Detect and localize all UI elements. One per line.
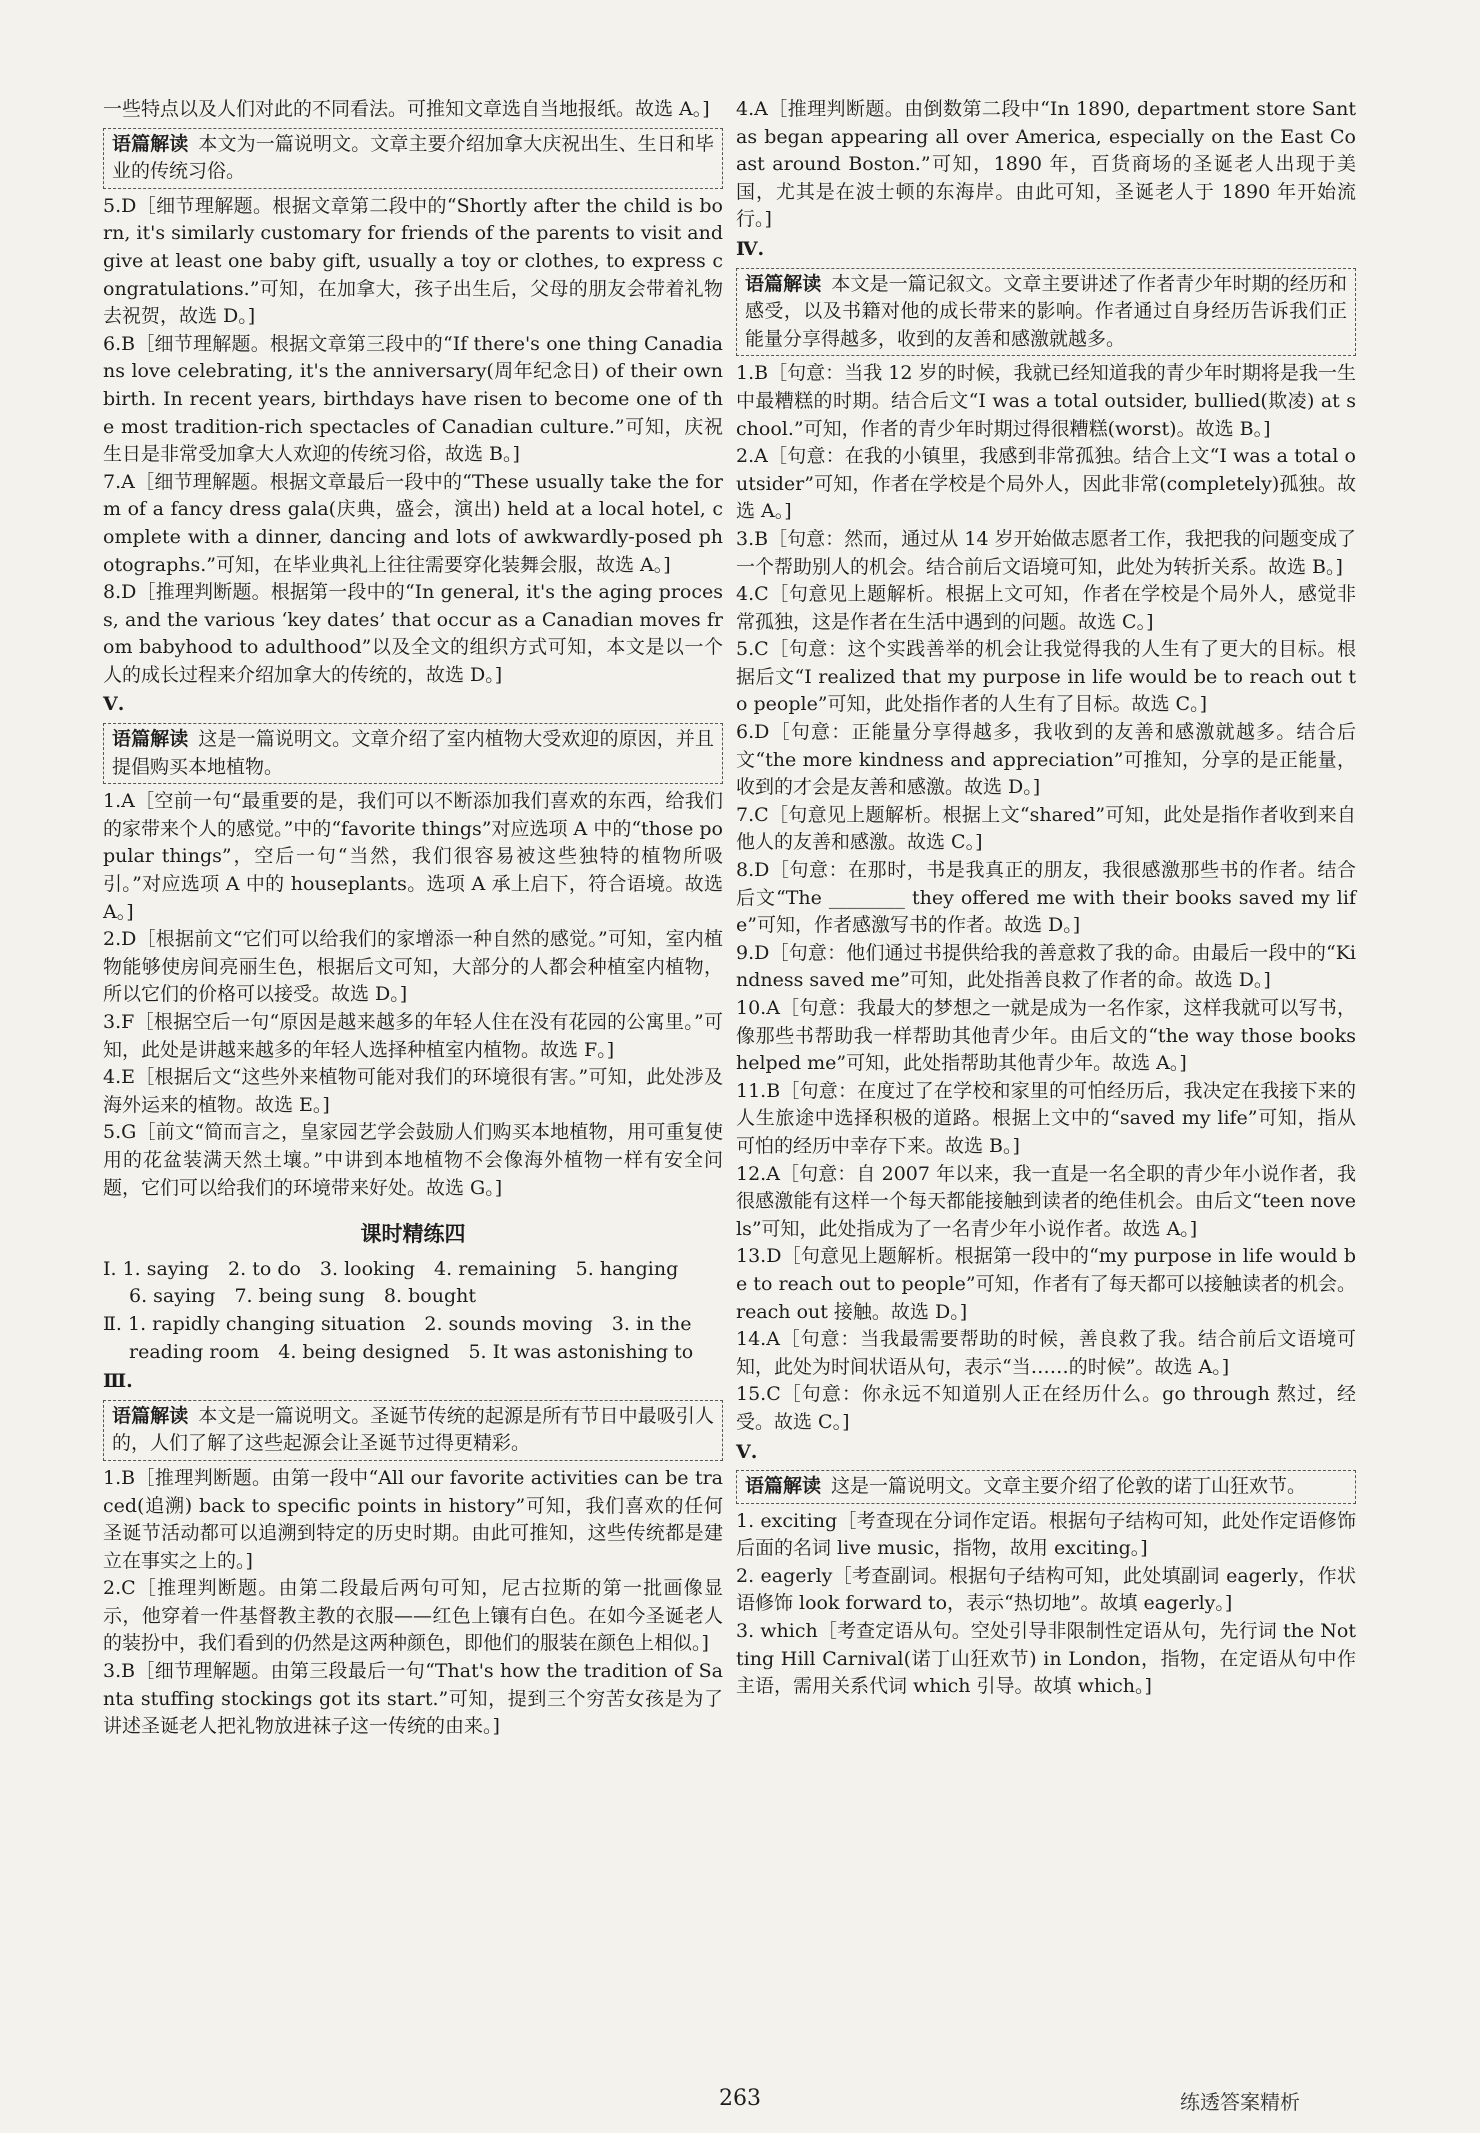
answer-item: 5.C［句意：这个实践善举的机会让我觉得我的人生有了更大的目标。根据后文“I realized that my purpose in life would be to reach out to people”可知，此处指作者的人生有了目标。故选 C。] (736, 638, 1356, 716)
answer-item: 7.C［句意见上题解析。根据上文“shared”可知，此处是指作者收到来自他人的友善和感激。故选 C。] (736, 803, 1356, 854)
answer-item: 1.B［句意：当我 12 岁的时候，我就已经知道我的青少年时期将是我一生中最糟糕的时期。结合后文“I was a total outsider, bullied(欺凌) at school.”可知，作者的青少年时期过得很糟糕(worst)。故选 B。] (736, 362, 1356, 440)
answer-item: 13.D［句意见上题解析。根据第一段中的“my purpose in life would be to reach out to people”可知，作者有了每天都可以接触读者的机会。reach out 接触。故选 D。] (736, 1245, 1356, 1323)
summary-text: 本文是一篇说明文。圣诞节传统的起源是所有节日中最吸引人的，人们了解了这些起源会让圣诞节过得更精彩。 (112, 1404, 714, 1455)
lesson-title: 课时精练四 (360, 1221, 466, 1247)
answer-item: 14.A［句意：当我最需要帮助的时候，善良救了我。结合前后文语境可知，此处为时间状语从句，表示“当……的时候”。故选 A。] (736, 1328, 1356, 1378)
passage-summary-box (103, 1400, 723, 1461)
answer-item: 5.G［前文“简而言之，皇家园艺学会鼓励人们购买本地植物，用可重复使用的花盆装满天然土壤。”中讲到本地植物不会像海外植物一样有安全问题，它们可以给我们的环境带来好处。故选 G。] (103, 1121, 723, 1199)
summary-tag: 语篇解读 (112, 728, 189, 751)
summary-text: 本文为一篇说明文。文章主要介绍加拿大庆祝出生、生日和毕业的传统习俗。 (112, 132, 714, 183)
answer-item: 10.A［句意：我最大的梦想之一就是成为一名作家，这样我就可以写书，像那些书帮助我一样帮助其他青少年。由后文的“the way those books helped me”可知，此处指帮助其他青少年。故选 A。] (736, 997, 1356, 1075)
answer-item: 12.A［句意：自 2007 年以来，我一直是一名全职的青少年小说作者，我很感激能有这样一个每天都能接触到读者的绝佳机会。由后文“teen novels”可知，此处指成为了一名青少年小说作者。故选 A。] (736, 1162, 1356, 1240)
answer-item: 7.A［细节理解题。根据文章最后一段中的“These usually take the form of a fancy dress gala(庆典，盛会，演出) held at a local hotel, complete with a dinner, dancing and lots of awkwardly-posed photographs.”可知，在毕业典礼上往往需要穿化装舞会服，故选 A。] (103, 470, 723, 576)
passage-summary-box (103, 128, 723, 189)
answer-line: 6. saying 7. being sung 8. bought (129, 1285, 476, 1308)
section-label: Ⅴ. (103, 693, 125, 716)
passage-summary-box (103, 723, 723, 784)
left-column (103, 96, 723, 1741)
summary-text: 本文是一篇记叙文。文章主要讲述了作者青少年时期的经历和感受，以及书籍对他的成长带来的影响。作者通过自身经历告诉我们正能量分享得越多，收到的友善和感激就越多。 (745, 272, 1347, 350)
answer-item: 3.F［根据空后一句“原因是越来越多的年轻人住在没有花园的公寓里。”可知，此处是讲越来越多的年轻人选择种植室内植物。故选 F。] (103, 1011, 723, 1061)
answer-line: Ⅰ. 1. saying 2. to do 3. looking 4. remaining 5. hanging (103, 1257, 679, 1280)
answer-item: 8.D［推理判断题。根据第一段中的“In general, it's the aging process, and the various ‘key dates’ that occur as a Canadian moves from babyhood to adulthood”以及全文的组织方式可知，本文是以一个人的成长过程来介绍加拿大的传统的，故选 D。] (103, 581, 723, 686)
summary-text: 这是一篇说明文。文章主要介绍了伦敦的诺丁山狂欢节。 (831, 1475, 1307, 1498)
page-number: 263 (719, 2086, 761, 2111)
answer-item: 5.D［细节理解题。根据文章第二段中的“Shortly after the child is born, it's similarly customary for friends of the parents to visit and give at least one baby gift, usually a toy or clothes, to express congratulations.”可知，在加拿大，孩子出生后，父母的朋友会带着礼物去祝贺，故选 D。] (103, 194, 723, 328)
right-column (736, 96, 1356, 1701)
passage-summary-box (736, 1470, 1356, 1504)
answer-item: 6.B［细节理解题。根据文章第三段中的“If there's one thing Canadians love celebrating, it's the anniversary(周年纪念日) of their own birth. In recent years, birthdays have risen to become one of the most tradition-rich spectacles of Canadian culture.”可知，庆祝生日是非常受加拿大人欢迎的传统习俗，故选 B。] (103, 332, 723, 466)
answer-item: 4.C［句意见上题解析。根据上文可知，作者在学校是个局外人，感觉非常孤独，这是作者在生活中遇到的问题。故选 C。] (736, 583, 1356, 633)
answer-item: 2.D［根据前文“它们可以给我们的家增添一种自然的感觉。”可知，室内植物能够使房间亮丽生色，根据后文可知，大部分的人都会种植室内植物，所以它们的价格可以接受。故选 D。] (103, 928, 723, 1006)
section-label: Ⅲ. (103, 1370, 133, 1393)
answer-item: 3.B［细节理解题。由第三段最后一句“That's how the tradition of Santa stuffing stockings got its start.”可知，提到三个穷苦女孩是为了讲述圣诞老人把礼物放进袜子这一传统的由来。] (103, 1660, 723, 1738)
answer-item: 4.A［推理判断题。由倒数第二段中“In 1890, department store Santas began appearing all over America, especially on the East Coast around Boston.”可知，1890 年，百货商场的圣诞老人出现于美国，尤其是在波士顿的东海岸。由此可知，圣诞老人于 1890 年开始流行。] (736, 98, 1356, 231)
section-label: Ⅴ. (736, 1440, 758, 1463)
answer-item: 2.C［推理判断题。由第二段最后两句可知，尼古拉斯的第一批画像显示，他穿着一件基督教主教的衣服——红色上镶有白色。在如今圣诞老人的装扮中，我们看到的仍然是这两种颜色，即他们的服装在颜色上相似。] (103, 1577, 723, 1655)
answer-item: 8.D［句意：在那时，书是我真正的朋友，我很感激那些书的作者。结合后文“The ________ they offered me with their books saved my life”可知，作者感激写书的作者。故选 D。] (736, 859, 1356, 937)
answer-item: 1. exciting［考查现在分词作定语。根据句子结构可知，此处作定语修饰后面的名词 live music，指物，故用 exciting。] (736, 1509, 1356, 1560)
answer-item: 1.B［推理判断题。由第一段中“All our favorite activities can be traced(追溯) back to specific points in history”可知，我们喜欢的任何圣诞节活动都可以追溯到特定的历史时期。由此可推知，这些传统都是建立在事实之上的。] (103, 1466, 723, 1572)
summary-tag: 语篇解读 (745, 1475, 822, 1498)
summary-text: 这是一篇说明文。文章介绍了室内植物大受欢迎的原因，并且提倡购买本地植物。 (112, 728, 714, 778)
answer-item: 11.B［句意：在度过了在学校和家里的可怕经历后，我决定在我接下来的人生旅途中选择积极的道路。根据上文中的“saved my life”可知，指从可怕的经历中幸存下来。故选 B。] (736, 1079, 1356, 1157)
summary-tag: 语篇解读 (745, 272, 822, 295)
answer-item: 3.B［句意：然而，通过从 14 岁开始做志愿者工作，我把我的问题变成了一个帮助别人的机会。结合前后文语境可知，此处为转折关系。故选 B。] (736, 527, 1356, 578)
answer-item: 3. which［考查定语从句。空处引导非限制性定语从句，先行词 the Notting Hill Carnival(诺丁山狂欢节) in London，指物，在定语从句中作主语，需用关系代词 which 引导。故填 which。] (736, 1620, 1356, 1698)
answer-item: 4.E［根据后文“这些外来植物可能对我们的环境很有害。”可知，此处涉及海外运来的植物。故选 E。] (103, 1066, 723, 1116)
answer-item: 1.A［空前一句“最重要的是，我们可以不断添加我们喜欢的东西，给我们的家带来个人的感觉。”中的“favorite things”对应选项 A 中的“those popular things”，空后一句“当然，我们很容易被这些独特的植物所吸引。”对应选项 A 中的 houseplants。选项 A 承上启下，符合语境。故选 A。] (103, 790, 723, 923)
answer-item: 15.C［句意：你永远不知道别人正在经历什么。go through 熬过，经受。故选 C。] (736, 1383, 1356, 1433)
answer-line: reading room 4. being designed 5. It was astonishing to (129, 1340, 694, 1363)
answer-item: 6.D［句意：正能量分享得越多，我收到的友善和感激就越多。结合后文“the more kindness and appreciation”可推知，分享的是正能量，收到的才会是友善和感激。故选 D。] (736, 721, 1356, 799)
summary-tag: 语篇解读 (112, 1404, 189, 1427)
answer-item: 2.A［句意：在我的小镇里，我感到非常孤独。结合上文“I was a total outsider”可知，作者在学校是个局外人，因此非常(completely)孤独。故选 A。] (736, 445, 1356, 523)
intro-text: 一些特点以及人们对此的不同看法。可推知文章选自当地报纸。故选 A。] (103, 98, 710, 120)
passage-summary-box (736, 268, 1356, 357)
answer-item: 2. eagerly［考查副词。根据句子结构可知，此处填副词 eagerly，作状语修饰 look forward to，表示“热切地”。故填 eagerly。] (736, 1564, 1356, 1615)
summary-tag: 语篇解读 (112, 132, 189, 155)
answer-item: 9.D［句意：他们通过书提供给我的善意救了我的命。由最后一段中的“Kindness saved me”可知，此处指善良救了作者的命。故选 D。] (736, 941, 1356, 992)
footer-label: 练透答案精析 (1180, 2090, 1300, 2114)
section-label: Ⅳ. (736, 237, 765, 260)
answer-line: Ⅱ. 1. rapidly changing situation 2. sounds moving 3. in the (103, 1312, 692, 1335)
